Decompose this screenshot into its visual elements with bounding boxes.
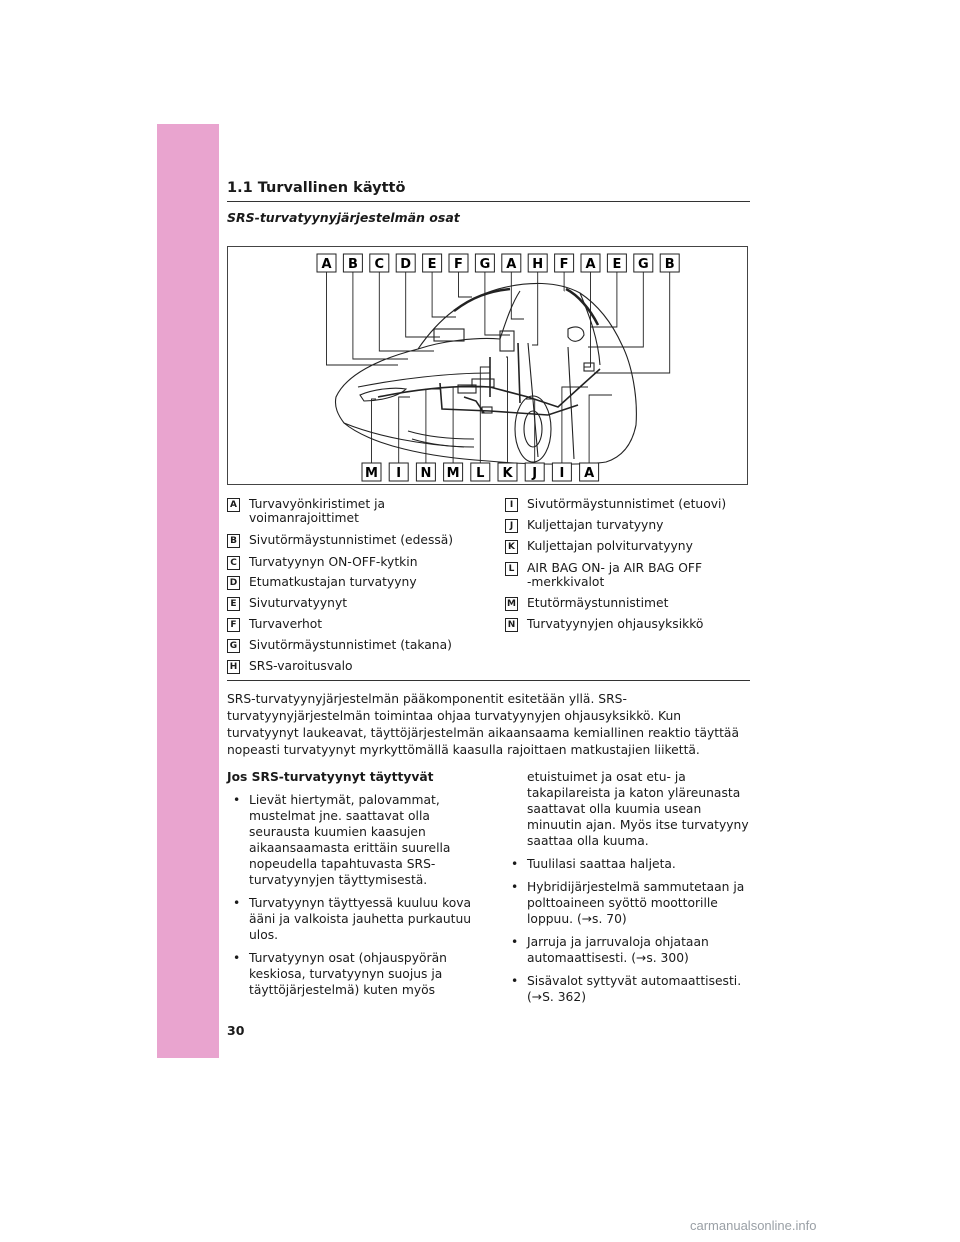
- legend-text: Sivutörmäystunnistimet (etuovi): [527, 497, 727, 511]
- callout-label: [444, 463, 463, 481]
- section-divider: [227, 680, 750, 681]
- callout-label: [317, 254, 336, 272]
- legend-letter-badge: F: [227, 618, 240, 632]
- callout-letter: M: [365, 466, 378, 481]
- legend-text: Etumatkustajan turvatyyny: [249, 575, 417, 589]
- callout-letter: J: [532, 466, 538, 481]
- legend-text: Turvatyynyjen ohjausyksikkö: [527, 617, 704, 631]
- callout-label: [607, 254, 626, 272]
- callout-letter: I: [559, 466, 565, 481]
- legend-text: Sivutörmäystunnistimet (takana): [249, 638, 452, 652]
- legend-text: Sivutörmäystunnistimet (edessä): [249, 533, 454, 547]
- legend-letter-badge: L: [505, 562, 518, 576]
- continued-bullet-text: etuistuimet ja osat etu- ja takapilareista ja katon yläreunasta saattavat olla kuumia usean minuutin ajan. Myös itse turvatyyny saattaa olla kuuma.: [527, 770, 749, 848]
- callout-letter: K: [502, 466, 513, 481]
- airbag-components-figure: [227, 246, 748, 485]
- legend-item: [505, 518, 663, 533]
- callout-letter: E: [612, 257, 622, 272]
- callout-letter: A: [584, 466, 595, 481]
- callout-label: [525, 463, 544, 481]
- bullet-item: • Sisävalot syttyvät automaattisesti. (→S. 362): [505, 973, 755, 1005]
- car-body-outline: [335, 283, 636, 464]
- callout-label: [634, 254, 653, 272]
- legend-letter-badge: G: [227, 639, 240, 653]
- callout-label: [416, 463, 435, 481]
- legend-text: Turvatyynyn ON-OFF-kytkin: [249, 555, 418, 569]
- callout-label: [362, 463, 381, 481]
- callout-label: [396, 254, 415, 272]
- car-illustration: [228, 247, 747, 484]
- callout-letter: A: [506, 257, 517, 272]
- front-wheel-hub: [524, 411, 542, 447]
- top-callout-labels: [317, 254, 679, 272]
- section-title: 1.1 Turvallinen käyttö: [227, 180, 750, 202]
- callout-label: [555, 254, 574, 272]
- legend-item: [505, 617, 703, 632]
- callout-label: [502, 254, 521, 272]
- callout-label: [580, 463, 599, 481]
- legend-item: [227, 659, 353, 674]
- bullet-item: • Turvatyynyn täyttyessä kuuluu kova ääni ja valkoista jauhetta purkautuu ulos.: [227, 895, 482, 943]
- bullet-item: • Turvatyynyn osat (ohjauspyörän keskiosa, turvatyynyn suojus ja täyttöjärjestelmä) kuten myös: [227, 950, 482, 998]
- legend-letter-badge: D: [227, 576, 240, 590]
- leader-line: [372, 399, 377, 463]
- callout-label: [471, 463, 490, 481]
- legend-letter-badge: C: [227, 556, 240, 570]
- legend-item: [227, 555, 418, 570]
- callout-label: [389, 463, 408, 481]
- callout-letter: B: [664, 257, 675, 272]
- callout-label: [343, 254, 362, 272]
- legend-item: [227, 638, 452, 653]
- legend-text: Turvaverhot: [249, 617, 323, 631]
- callout-letter: L: [476, 466, 485, 481]
- callout-letter: N: [420, 466, 432, 481]
- callout-letter: D: [400, 257, 412, 272]
- legend-letter-badge: J: [505, 519, 518, 533]
- leader-line: [399, 397, 410, 463]
- leader-line: [506, 357, 508, 463]
- legend-letter-badge: K: [505, 540, 518, 554]
- legend-text: Etutörmäystunnistimet: [527, 596, 669, 610]
- bullet-item: • Lievät hiertymät, palovammat, mustelmat jne. saattavat olla seurausta kuumien kaasujen aikaansaamasta erittäin suurella nopeudella tapahtuvasta SRS-turvatyynyjen täyttymisestä.: [227, 792, 482, 888]
- legend-item: [227, 596, 347, 611]
- leader-line: [584, 272, 591, 367]
- legend-item: [505, 561, 702, 589]
- legend-letter-badge: E: [227, 597, 240, 611]
- callout-letter: E: [427, 257, 437, 272]
- deploy-left-column: [227, 769, 482, 1005]
- callout-label: [423, 254, 442, 272]
- bullet-item: • Tuulilasi saattaa haljeta.: [505, 856, 755, 872]
- curtain-airbag-left: [454, 289, 510, 311]
- legend-text: Sivuturvatyynyt: [249, 596, 348, 610]
- callout-label: [449, 254, 468, 272]
- legend-letter-badge: N: [505, 618, 518, 632]
- deploy-heading: Jos SRS-turvatyynyt täyttyvät: [227, 770, 434, 784]
- leader-line: [562, 387, 588, 463]
- legend-item: [227, 533, 453, 548]
- legend-text: AIR BAG ON- ja AIR BAG OFF -merkkivalot: [527, 561, 703, 589]
- page-number: 30: [227, 1023, 245, 1038]
- leader-line: [480, 367, 490, 463]
- callout-letter: F: [559, 257, 569, 272]
- legend-text: Kuljettajan turvatyyny: [527, 518, 664, 532]
- legend-letter-badge: H: [227, 660, 240, 674]
- callout-letter: F: [454, 257, 463, 272]
- callout-letter: G: [637, 257, 649, 272]
- legend-text: SRS-varoitusvalo: [249, 659, 353, 673]
- legend-letter-badge: M: [505, 597, 518, 611]
- callout-label: [660, 254, 679, 272]
- grille: [408, 431, 474, 447]
- leader-line: [589, 395, 612, 463]
- callout-label: [475, 254, 494, 272]
- bullet-item: • Jarruja ja jarruvaloja ohjataan automaattisesti. (→s. 300): [505, 934, 755, 966]
- callout-letter: G: [479, 257, 491, 272]
- legend-letter-badge: A: [227, 498, 240, 512]
- callout-letter: H: [532, 257, 544, 272]
- legend-item: [505, 596, 668, 611]
- legend-item: [505, 497, 726, 512]
- legend-item: [505, 539, 693, 554]
- leader-line: [485, 272, 510, 335]
- side-mirror: [568, 327, 584, 341]
- callout-letter: A: [585, 257, 596, 272]
- callout-label: [552, 463, 571, 481]
- callout-letter: A: [321, 257, 332, 272]
- legend-item: [227, 617, 322, 632]
- leader-line: [353, 272, 408, 359]
- callout-label: [528, 254, 547, 272]
- chapter-tab-band: [157, 124, 219, 1058]
- passenger-airbag-module: [434, 329, 464, 341]
- bottom-callout-labels: [362, 463, 599, 481]
- legend-item: [227, 575, 417, 590]
- leader-line: [432, 272, 456, 317]
- legend-letter-badge: I: [505, 498, 518, 512]
- leader-line: [426, 389, 440, 463]
- callout-letter: M: [446, 466, 460, 481]
- legend-text: Turvavyönkiristimet ja voimanrajoittimet: [249, 497, 386, 525]
- legend-item: [227, 497, 385, 525]
- windshield: [418, 291, 520, 349]
- callout-letter: C: [374, 257, 385, 272]
- callout-label: [370, 254, 389, 272]
- leader-line: [588, 272, 643, 347]
- callout-letter: B: [347, 257, 358, 272]
- intro-paragraph: SRS-turvatyynyjärjestelmän pääkomponentit esitetään yllä. SRS-turvatyynyjärjestelmän toimintaa ohjaa turvatyynyjen ohjausyksikkö. Kun turvatyynyt laukeavat, täyttöjärjestelmän aikaansaama kemiallinen reaktio täyttää nopeasti turvatyynyt myrkyttömällä kaasulla rajoittaen matkustajien liikettä.: [227, 692, 739, 757]
- deploy-right-column: [505, 769, 755, 1012]
- callout-label: [581, 254, 600, 272]
- site-watermark: carmanualsonline.info: [690, 1218, 817, 1233]
- callout-label: [498, 463, 517, 481]
- legend-letter-badge: B: [227, 534, 240, 548]
- leader-line: [594, 272, 670, 373]
- page-subtitle: SRS-turvatyynyjärjestelmän osat: [227, 210, 460, 225]
- leader-line: [459, 272, 473, 297]
- callout-letter: I: [396, 466, 402, 481]
- leader-line: [453, 387, 474, 463]
- bullet-item: • Hybridijärjestelmä sammutetaan ja polttoaineen syöttö moottorille loppuu. (→s. 70): [505, 879, 755, 927]
- legend-text: Kuljettajan polviturvatyyny: [527, 539, 693, 553]
